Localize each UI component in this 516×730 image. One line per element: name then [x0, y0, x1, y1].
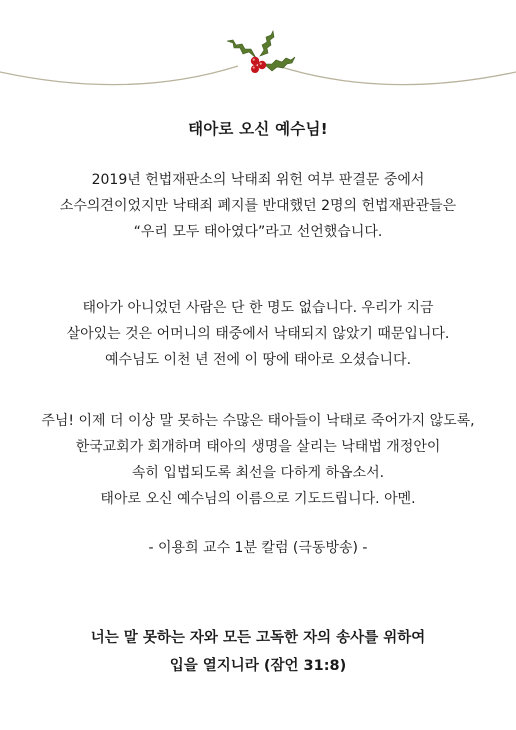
text-line: “우리 모두 태아였다”라고 선언했습니다. — [133, 224, 383, 240]
verse-line: 너는 말 못하는 자와 모든 고독한 자의 송사를 위하여 — [90, 630, 426, 646]
verse-line: 입을 열지니라 (잠언 31:8) — [169, 658, 347, 674]
text-line: 2019년 헌법재판소의 낙태죄 위헌 여부 판결문 중에서 — [91, 172, 425, 188]
paragraph-all-were-fetuses — [0, 295, 516, 373]
paragraph-prayer — [0, 408, 516, 512]
byline: - 이용희 교수 1분 칼럼 (극동방송) - — [148, 540, 368, 556]
text-line: 소수의견이었지만 낙태죄 폐지를 반대했던 2명의 헌법재판관들은 — [59, 198, 457, 214]
paragraph-court-ruling — [0, 167, 516, 245]
bible-verse — [0, 624, 516, 680]
text-line: 태아로 오신 예수님의 이름으로 기도드립니다. 아멘. — [100, 491, 416, 507]
text-line: 태아가 아니었던 사람은 단 한 명도 없습니다. 우리가 지금 — [82, 300, 434, 316]
text-line: 속히 입법되도록 최선을 다하게 하옵소서. — [131, 465, 385, 481]
divider-line-right — [278, 66, 516, 85]
page-title: 태아로 오신 예수님! — [188, 120, 328, 138]
text-line: 예수님도 이천 년 전에 이 땅에 태아로 오셨습니다. — [104, 352, 412, 368]
text-line: 한국교회가 회개하며 태아의 생명을 살리는 낙태법 개정안이 — [75, 439, 441, 455]
text-line: 살아있는 것은 어머니의 태중에서 낙태되지 않았기 때문입니다. — [66, 326, 450, 342]
divider-line-left — [0, 66, 238, 85]
holly-divider — [0, 0, 516, 95]
text-line: 주님! 이제 더 이상 말 못하는 수많은 태아들이 낙태로 죽어가지 않도록, — [41, 413, 475, 429]
